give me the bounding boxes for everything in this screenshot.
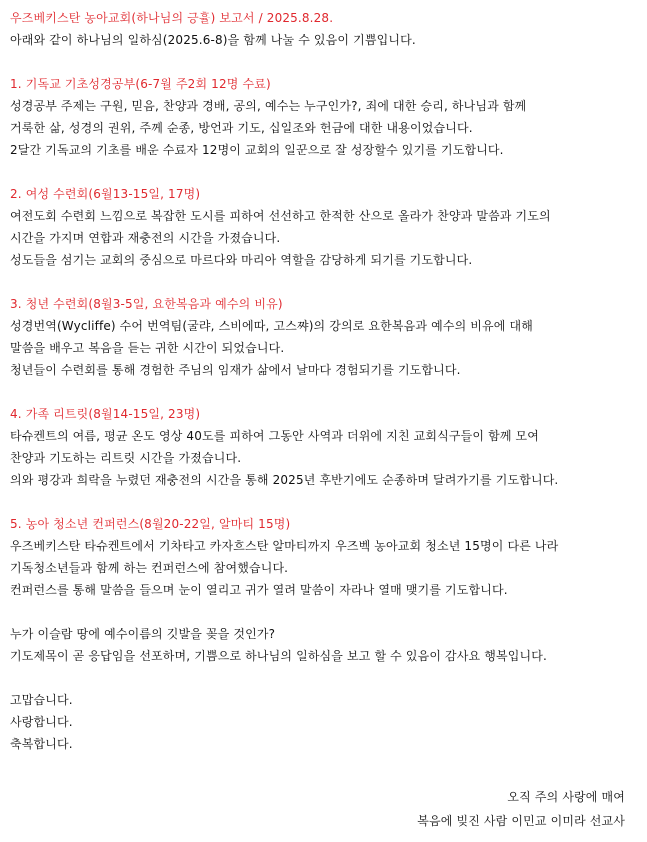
section-youth-conference [10, 513, 637, 601]
section-text-line: 거룩한 삶, 성경의 권위, 주께 순종, 방언과 기도, 십일조와 헌금에 대한 내용이었습니다. [10, 121, 473, 135]
section-heading: 2. 여성 수련회(6월13-15일, 17명) [10, 187, 201, 201]
reflection-line: 기도제목이 곧 응답임을 선포하며, 기쁨으로 하나님의 일하심을 보고 할 수 있음이 감사요 행복입니다. [10, 649, 547, 663]
section-heading: 5. 농아 청소년 컨퍼런스(8월20-22일, 알마티 15명) [10, 517, 291, 531]
section-text-line: 타슈켄트의 여름, 평균 온도 영상 40도를 피하여 그동안 사역과 더위에 지친 교회식구들이 함께 모여 [10, 429, 540, 443]
section-text-line: 의와 평강과 희락을 누렸던 재충전의 시간을 통해 2025년 후반기에도 순종하며 달려가기를 기도합니다. [10, 473, 559, 487]
section-text-line: 시간을 가지며 연합과 재충전의 시간을 가졌습니다. [10, 231, 281, 245]
section-text-line: 여전도회 수련회 느낌으로 복잡한 도시를 피하여 선선하고 한적한 산으로 올라가 찬양과 말씀과 기도의 [10, 209, 551, 223]
section-text-line: 기독청소년들과 함께 하는 컨퍼런스에 참여했습니다. [10, 561, 289, 575]
section-heading: 4. 가족 리트릿(8월14-15일, 23명) [10, 407, 201, 421]
intro-text: 아래와 같이 하나님의 일하심(2025.6-8)을 함께 나눌 수 있음이 기쁨입니다. [10, 33, 416, 47]
reflection-line: 누가 이슬람 땅에 예수이름의 깃발을 꽂을 것인가? [10, 627, 276, 641]
signature-block [10, 785, 637, 833]
section-heading: 3. 청년 수련회(8월3-5일, 요한복음과 예수의 비유) [10, 297, 283, 311]
section-text-line: 컨퍼런스를 통해 말씀을 들으며 눈이 열리고 귀가 열려 말씀이 자라나 열매 맺기를 기도합니다. [10, 583, 508, 597]
section-text-line: 2달간 기독교의 기초를 배운 수료자 12명이 교회의 일꾼으로 잘 성장할수 있기를 기도합니다. [10, 143, 504, 157]
closing-block [10, 689, 637, 755]
section-text-line: 청년들이 수련회를 통해 경험한 주님의 임재가 삶에서 날마다 경험되기를 기도합니다. [10, 363, 461, 377]
section-family-retreat [10, 403, 637, 491]
closing-line: 고맙습니다. [10, 693, 73, 707]
reflection-block [10, 623, 637, 667]
section-youth-retreat [10, 293, 637, 381]
section-heading: 1. 기독교 기초성경공부(6-7월 주2회 12명 수료) [10, 77, 271, 91]
section-text-line: 우즈베키스탄 타슈켄트에서 기차타고 카자흐스탄 알마티까지 우즈벡 농아교회 청소년 15명이 다른 나라 [10, 539, 559, 553]
report-title: 우즈베키스탄 농아교회(하나님의 긍휼) 보고서 / 2025.8.28. [10, 11, 334, 25]
section-text-line: 성경공부 주제는 구원, 믿음, 찬양과 경배, 공의, 예수는 누구인가?, 죄에 대한 승리, 하나님과 함께 [10, 99, 527, 113]
section-text-line: 말씀을 배우고 복음을 듣는 귀한 시간이 되었습니다. [10, 341, 285, 355]
section-women-retreat [10, 183, 637, 271]
section-text-line: 성도들을 섬기는 교회의 중심으로 마르다와 마리아 역할을 감당하게 되기를 기도합니다. [10, 253, 473, 267]
signature-line: 오직 주의 사랑에 매여 [507, 790, 625, 804]
section-bible-study [10, 73, 637, 161]
closing-line: 사랑합니다. [10, 715, 73, 729]
closing-line: 축복합니다. [10, 737, 73, 751]
section-text-line: 찬양과 기도하는 리트릿 시간을 가졌습니다. [10, 451, 242, 465]
signature-author: 복음에 빚진 사람 이민교 이미라 선교사 [417, 814, 625, 828]
section-text-line: 성경번역(Wycliffe) 수어 번역팀(굴랴, 스비에따, 고스쨔)의 강의로 요한복음과 예수의 비유에 대해 [10, 319, 533, 333]
